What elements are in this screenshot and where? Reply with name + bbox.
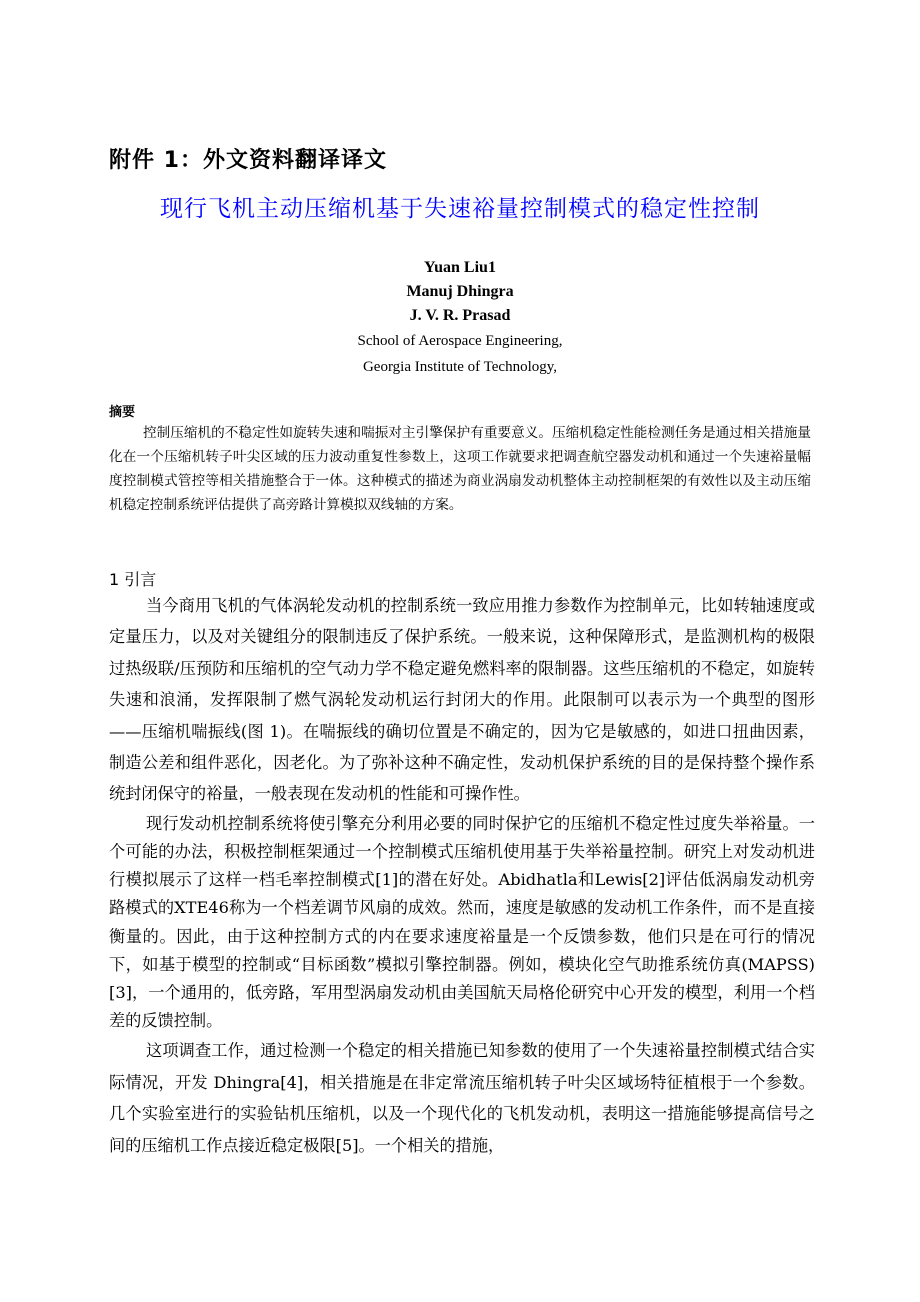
body-paragraph: 当今商用飞机的气体涡轮发动机的控制系统一致应用推力参数作为控制单元，比如转轴速度或定量压力，以及对关键组分的限制违反了保护系统。一般来说，这种保障形式，是监测机构的极限过热级联/压预防和压缩机的空气动力学不稳定避免燃料率的限制器。这些压缩机的不稳定，如旋转失速和浪涌，发挥限制了燃气涡轮发动机运行封闭大的作用。此限制可以表示为一个典型的图形——压缩机喘振线(图 1)。在喘振线的确切位置是不确定的，因为它是敏感的，如进口扭曲因素，制造公差和组件恶化，因老化。为了弥补这种不确定性，发动机保护系统的目的是保持整个操作系统封闭保守的裕量，一般表现在发动机的性能和可操作性。 bbox=[109, 596, 815, 804]
body-paragraph: 现行发动机控制系统将使引擎充分利用必要的同时保护它的压缩机不稳定性过度失举裕量。一个可能的办法，积极控制框架通过一个控制模式压缩机使用基于失举裕量控制。研究上对发动机进行模拟展示了这样一档毛率控制模式[1]的潜在好处。Abidhatla和Lewis[2]评估低涡扇发动机旁路模式的XTE46称为一个档差调节风扇的成效。然而，速度是敏感的发动机工作条件，而不是直接衡量的。因此，由于这种控制方式的内在要求速度裕量是一个反馈参数，他们只是在可行的情况下，如基于模型的控制或“目标函数”模拟引擎控制器。例如，模块化空气助推系统仿真(MAPSS)[3]，一个通用的，低旁路，军用型涡扇发动机由美国航天局格伦研究中心开发的模型，利用一个档差的反馈控制。 bbox=[109, 813, 815, 1031]
abstract-text: 控制压缩机的不稳定性如旋转失速和喘振对主引擎保护有重要意义。压缩机稳定性能检测任务是通过相关措施量化在一个压缩机转子叶尖区域的压力波动重复性参数上，这项工作就要求把调查航空器发动机和通过一个失速裕量幅度控制模式管控等相关措施整合于一体。这种模式的描述为商业涡扇发动机整体主动控制框架的有效性以及主动压缩机稳定控制系统评估提供了高旁路计算模拟双线轴的方案。 bbox=[109, 425, 811, 513]
body-paragraph: 这项调查工作，通过检测一个稳定的相关措施已知参数的使用了一个失速裕量控制模式结合实际情况，开发 Dhingra[4]，相关措施是在非定常流压缩机转子叶尖区域场特征植根于一个参数。几个实验室进行的实验钻机压缩机，以及一个现代化的飞机发动机，表明这一措施能够提高信号之间的压缩机工作点接近稳定极限[5]。一个相关的措施， bbox=[109, 1041, 815, 1155]
document-title: 现行飞机主动压缩机基于失速裕量控制模式的稳定性控制 bbox=[160, 196, 760, 222]
affiliation-school: School of Aerospace Engineering, bbox=[357, 333, 563, 349]
author-name: Yuan Liu1 bbox=[424, 259, 496, 276]
abstract-heading: 摘要 bbox=[109, 405, 136, 420]
author-name: Manuj Dhingra bbox=[406, 283, 514, 300]
section-heading: 1 引言 bbox=[109, 570, 157, 589]
author-block bbox=[0, 256, 920, 380]
attachment-heading: 附件 1：外文资料翻译译文 bbox=[109, 148, 387, 173]
section-body bbox=[109, 590, 815, 1161]
affiliation-institute: Georgia Institute of Technology, bbox=[362, 359, 558, 375]
author-name: J. V. R. Prasad bbox=[409, 307, 511, 324]
